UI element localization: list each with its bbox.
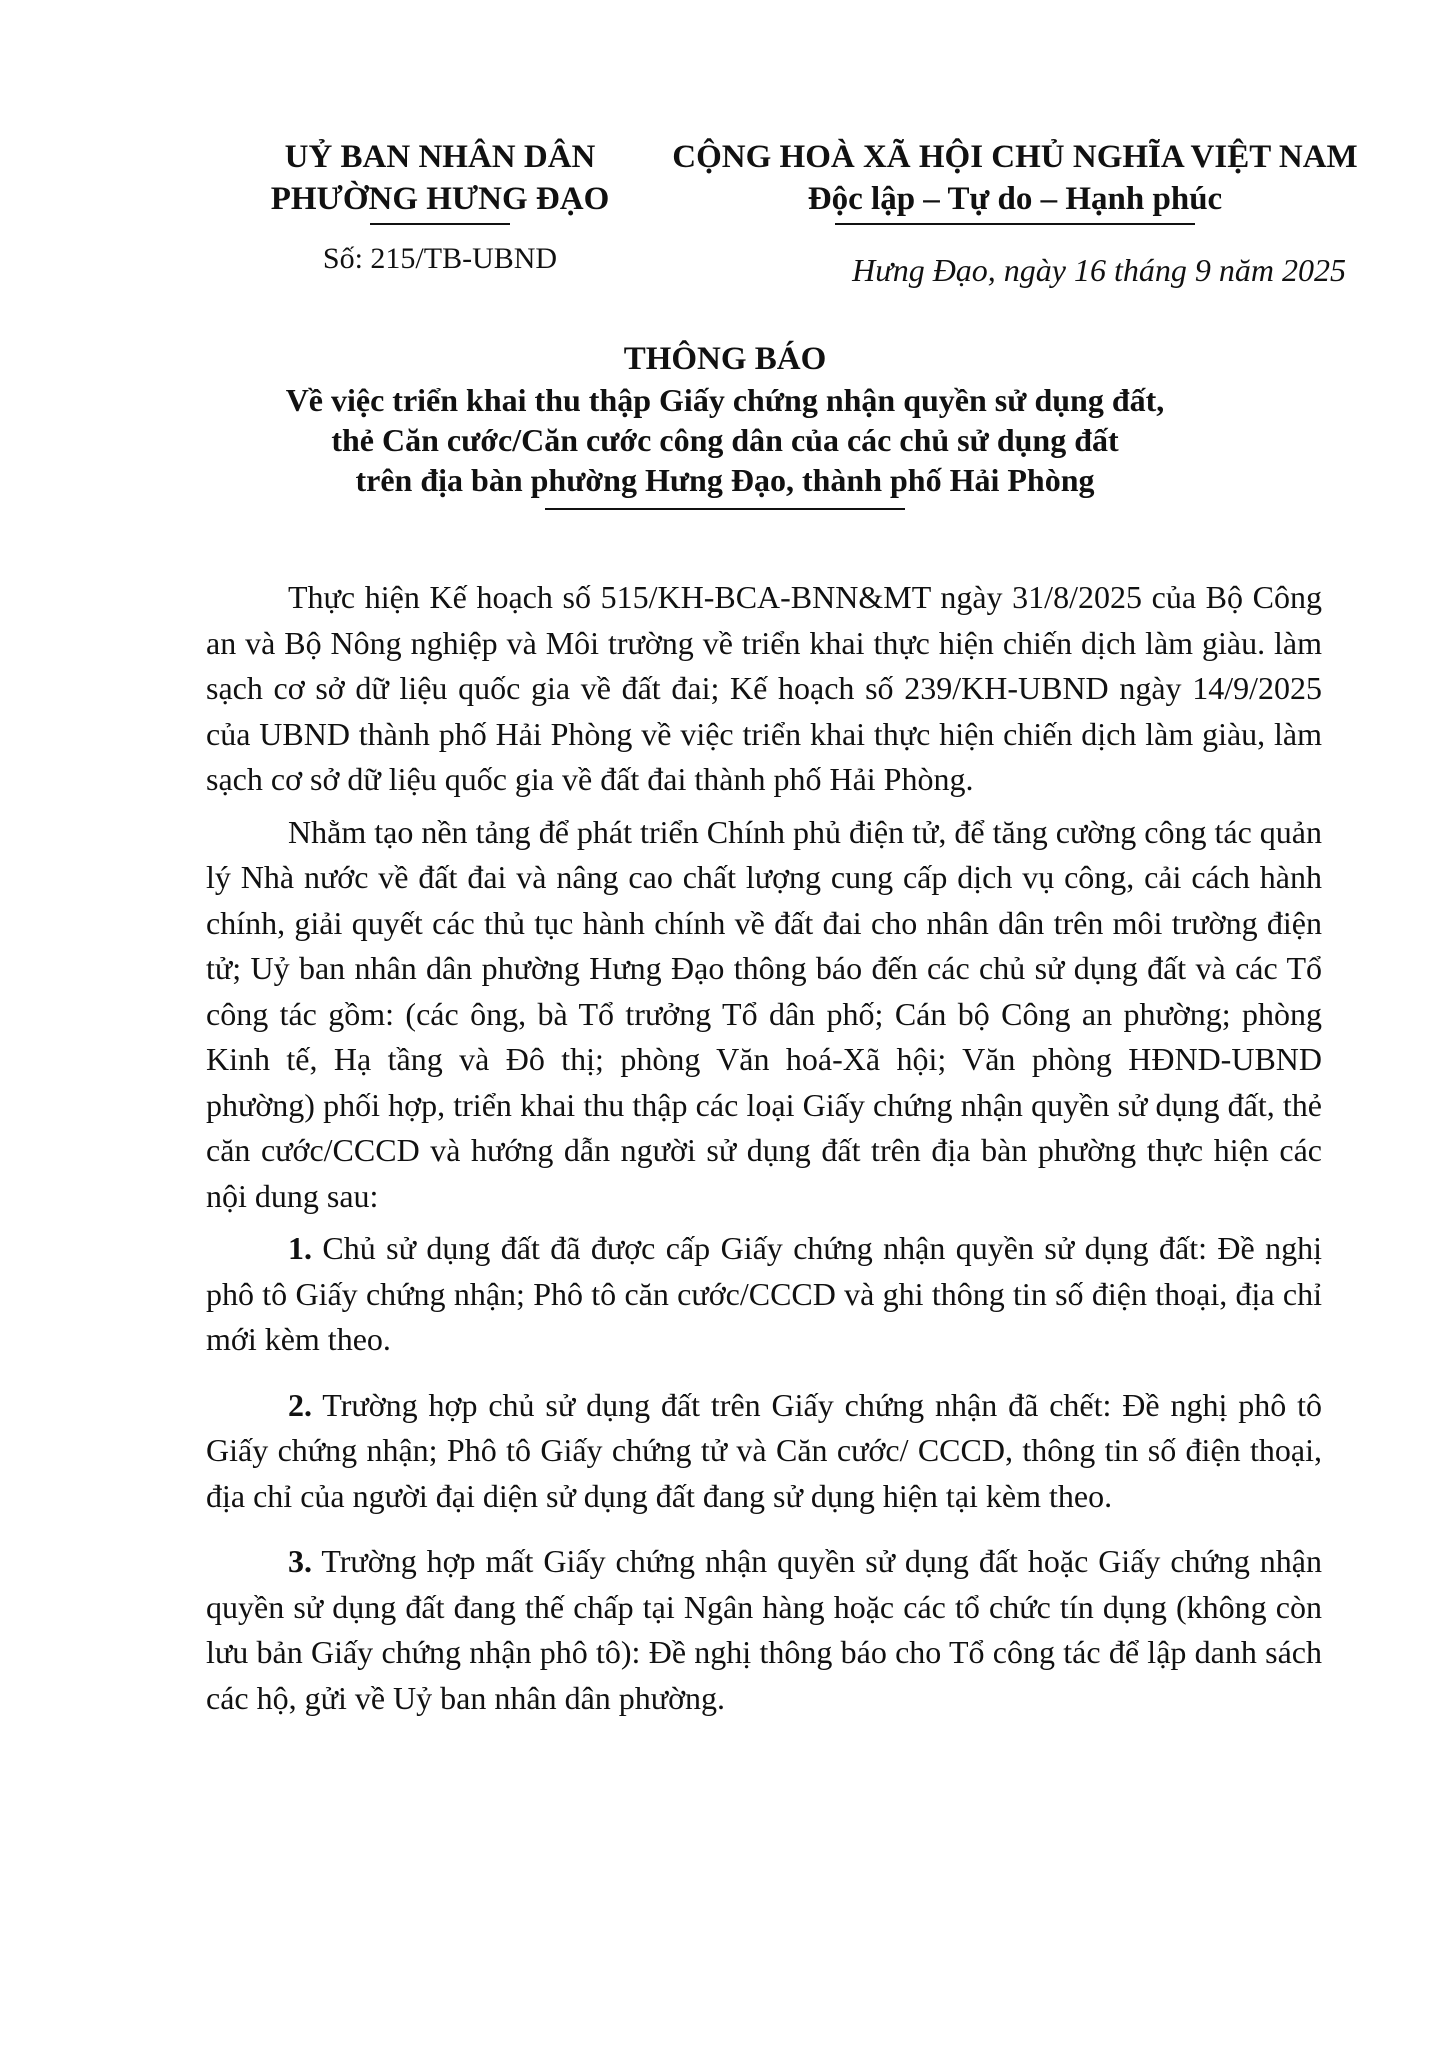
list-item (206, 1383, 1322, 1520)
item-number: 1. (288, 1230, 312, 1266)
item-number: 3. (288, 1543, 312, 1579)
document-title: THÔNG BÁO (623, 341, 827, 377)
paragraph: Nhằm tạo nền tảng để phát triển Chính phủ điện tử, để tăng cường công tác quản lý Nhà nước về đất đai và nâng cao chất lượng cung cấp dịch vụ công, cải cách hành chính, giải quyết các thủ tục hành chính về đất đai cho nhân dân trên môi trường điện tử; Uỷ ban nhân dân phường Hưng Đạo thông báo đến các chủ sử dụng đất và các Tổ công tác gồm: (các ông, bà Tổ trưởng Tổ dân phố; Cán bộ Công an phường; phòng Kinh tế, Hạ tầng và Đô thị; phòng Văn hoá-Xã hội; Văn phòng HĐND-UBND phường) phối hợp, triển khai thu thập các loại Giấy chứng nhận quyền sử dụng đất, thẻ căn cước/CCCD và hướng dẫn người sử dụng đất trên địa bàn phường thực hiện các nội dung sau: (206, 813, 1322, 1214)
nation-name: CỘNG HOÀ XÃ HỘI CHỦ NGHĨA VIỆT NAM (672, 139, 1358, 175)
item-text: Chủ sử dụng đất đã được cấp Giấy chứng nhận quyền sử dụng đất: Đề nghị phô tô Giấy chứng nhận; Phô tô căn cước/CCCD và ghi thông tin số điện thoại, địa chỉ mới kèm theo. (206, 1230, 1322, 1357)
item-number: 2. (288, 1386, 312, 1423)
title-block (150, 338, 1300, 510)
motto-line: Độc lập – Tự do – Hạnh phúc (807, 181, 1223, 217)
subject-line-2: thẻ Căn cước/Căn cước công dân của các chủ sử dụng đất (331, 422, 1119, 458)
list-item (206, 1539, 1322, 1721)
subject-line-3: trên địa bàn phường Hưng Đạo, thành phố Hải Phòng (355, 462, 1095, 498)
authority-line-2: PHƯỜNG HƯNG ĐẠO (270, 181, 610, 217)
authority-line-1: UỶ BAN NHÂN DÂN (284, 139, 596, 175)
item-text: Trường hợp chủ sử dụng đất trên Giấy chứng nhận đã chết: Đề nghị phô tô Giấy chứng nhận; Phô tô Giấy chứng tử và Căn cước/ CCCD, thông tin số điện thoại, địa chỉ của người đại diện sử dụng đất đang sử dụng hiện tại kèm theo. (206, 1386, 1322, 1514)
national-motto (660, 136, 1370, 225)
document-body (206, 575, 1322, 1728)
document-number: Số: 215/TB-UBND (322, 242, 558, 275)
subject-line-1: Về việc triển khai thu thập Giấy chứng nhận quyền sử dụng đất, (285, 382, 1165, 418)
title-divider (545, 508, 905, 510)
motto-underline (835, 223, 1195, 225)
authority-underline (370, 223, 510, 225)
place-date: Hưng Đạo, ngày 16 tháng 9 năm 2025 (852, 252, 1346, 288)
issuing-authority (230, 136, 650, 225)
item-text: Trường hợp mất Giấy chứng nhận quyền sử dụng đất hoặc Giấy chứng nhận quyền sử dụng đất đang thế chấp tại Ngân hàng hoặc các tổ chức tín dụng (không còn lưu bản Giấy chứng nhận phô tô): Đề nghị thông báo cho Tổ công tác để lập danh sách các hộ, gửi về Uỷ ban nhân dân phường. (206, 1543, 1322, 1716)
list-item (206, 1226, 1322, 1363)
paragraph: Thực hiện Kế hoạch số 515/KH-BCA-BNN&MT ngày 31/8/2025 của Bộ Công an và Bộ Nông nghiệp và Môi trường về triển khai thực hiện chiến dịch làm giàu. làm sạch cơ sở dữ liệu quốc gia về đất đai; Kế hoạch số 239/KH-UBND ngày 14/9/2025 của UBND thành phố Hải Phòng về việc triển khai thực hiện chiến dịch làm giàu, làm sạch cơ sở dữ liệu quốc gia về đất đai thành phố Hải Phòng. (206, 579, 1322, 797)
